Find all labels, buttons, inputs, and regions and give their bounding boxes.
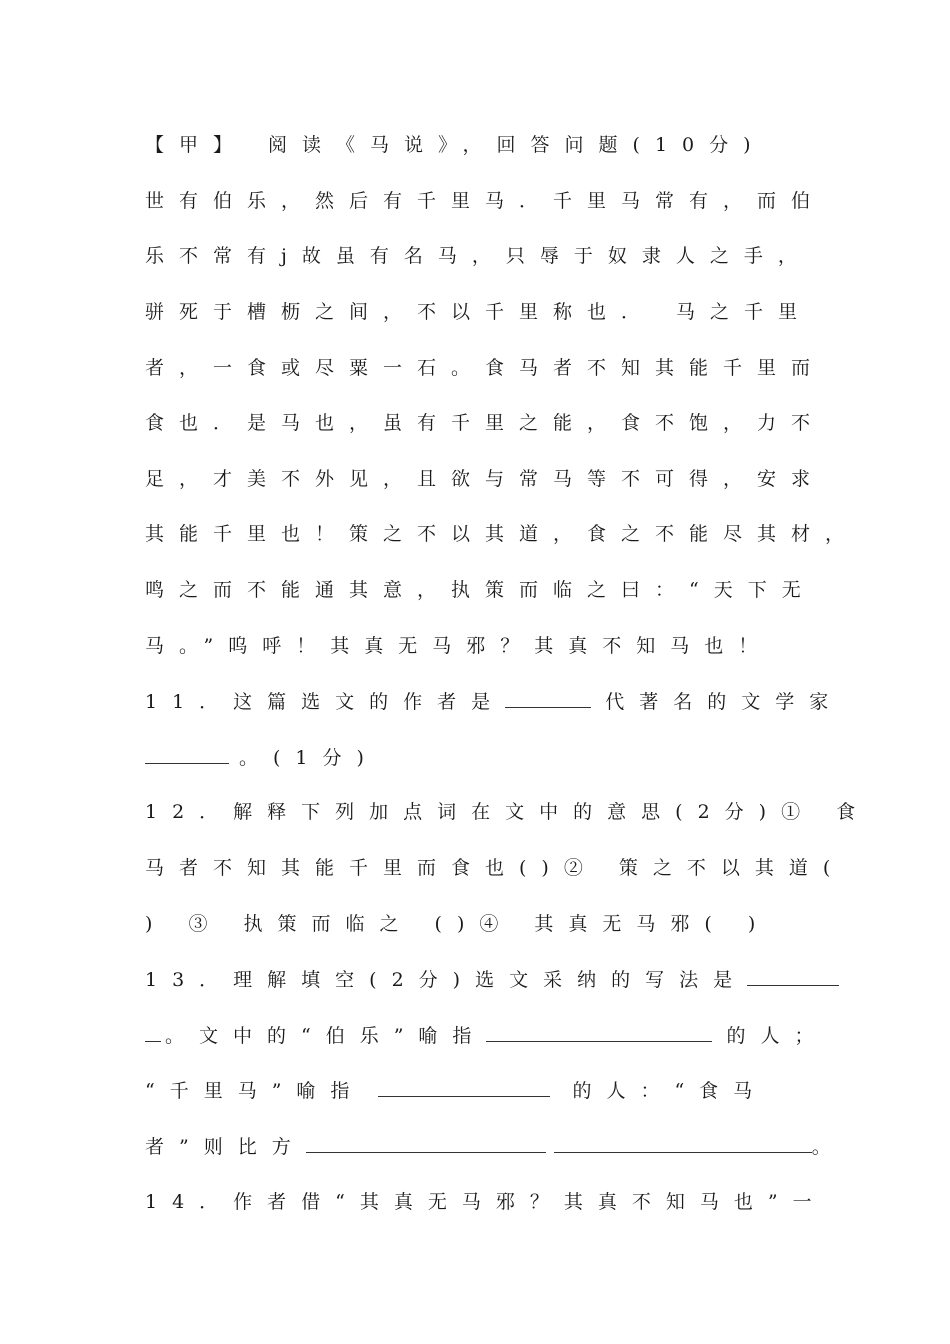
passage-line: 食也．是马也，虽有千里之能，食不饱，力不 — [145, 412, 826, 434]
question-13-cont — [145, 1078, 845, 1103]
answer-blank[interactable] — [747, 967, 839, 986]
question-13-text-d: “千里马”喻指 — [145, 1080, 365, 1102]
question-13-text-g: 。 — [811, 1136, 846, 1158]
question-13-cont — [145, 1023, 845, 1048]
passage-line: 乐不常有j故虽有名马，只辱于奴隶人之手， — [145, 245, 812, 267]
passage-line: 骈死于槽枥之间，不以千里称也． 马之千里 — [145, 301, 813, 323]
question-13-text-e: 的人：“食马 — [572, 1080, 768, 1102]
question-11-text-c: 。(1分) — [239, 747, 379, 769]
passage-line: 世有伯乐，然后有千里马．千里马常有，而伯 — [145, 190, 826, 212]
answer-blank[interactable] — [145, 745, 229, 764]
answer-blank[interactable] — [486, 1023, 712, 1042]
question-11 — [145, 689, 845, 714]
answer-blank[interactable] — [378, 1078, 550, 1097]
question-13-text-c: 的人； — [726, 1025, 829, 1047]
passage-line: 马。”呜呼！其真无马邪？其真不知马也！ — [145, 635, 773, 657]
answer-blank[interactable] — [145, 1023, 161, 1042]
question-13-text-a: 13．理解填空(2分)选文采纳的写法是 — [145, 969, 748, 991]
question-13-text-b: 。文中的“伯乐”喻指 — [165, 1025, 487, 1047]
question-12: 12．解释下列加点词在文中的意思(2分)① 食 — [145, 801, 871, 823]
question-14: 14．作者借“其真无马邪？其真不知马也”一 — [145, 1191, 827, 1213]
passage-heading: 【甲】 阅读《马说》，回答问题(10分) — [145, 134, 766, 156]
question-12-cont: ) ③ 执策而临之 ()④ 其真无马邪( ) — [145, 913, 771, 935]
question-13-text-f: 者”则比方 — [145, 1136, 306, 1158]
passage-line: 足，才美不外见，且欲与常马等不可得，安求 — [145, 468, 826, 490]
question-11-text-a: 11．这篇选文的作者是 — [145, 691, 506, 713]
passage-line: 其能千里也！策之不以其道，食之不能尽其材， — [145, 523, 860, 545]
question-13-cont — [145, 1134, 845, 1159]
answer-blank[interactable] — [306, 1134, 546, 1153]
question-12-cont: 马者不知其能千里而食也()② 策之不以其道( — [145, 857, 846, 879]
passage-line: 者，一食或尽粟一石。食马者不知其能千里而 — [145, 357, 826, 379]
question-13 — [145, 967, 845, 992]
question-11-cont — [145, 745, 845, 770]
answer-blank[interactable] — [505, 689, 591, 708]
question-11-text-b: 代著名的文学家 — [605, 691, 844, 713]
answer-blank[interactable] — [554, 1134, 812, 1153]
passage-line: 鸣之而不能通其意，执策而临之曰：“天下无 — [145, 579, 816, 601]
